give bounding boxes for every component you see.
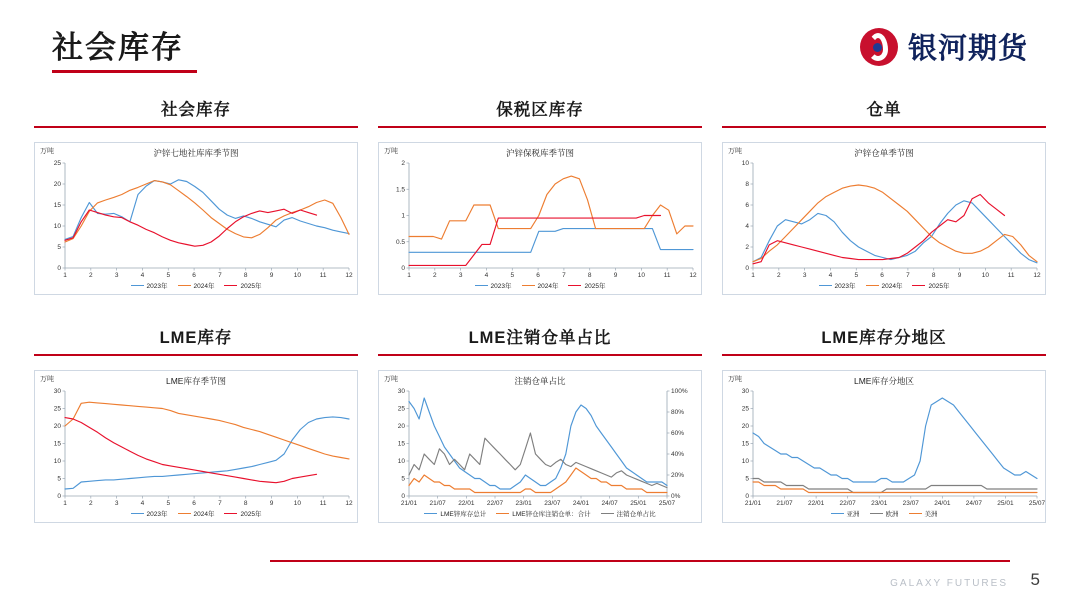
legend-item-2025 [224, 509, 261, 518]
legend-label: LME锌库存总计 [440, 511, 487, 518]
chart-title: 注销仓单占比 [514, 376, 566, 386]
svg-text:21/07: 21/07 [429, 500, 446, 507]
legend-item-2023 [131, 281, 168, 290]
svg-text:0: 0 [57, 265, 61, 273]
footer-brand: GALAXY FUTURES [890, 578, 1008, 589]
svg-text:25: 25 [53, 405, 61, 413]
svg-text:23/01: 23/01 [871, 500, 888, 507]
panel-lme-inventory-by-region [722, 324, 1046, 523]
svg-text:22/07: 22/07 [486, 500, 504, 507]
chart-svg [53, 388, 353, 507]
svg-text:0.5: 0.5 [395, 238, 405, 246]
svg-text:10: 10 [981, 272, 989, 279]
panel-warrants [722, 96, 1046, 295]
legend-label: 2023年 [146, 511, 168, 518]
legend-label: 2024年 [193, 283, 215, 290]
svg-text:20: 20 [397, 423, 405, 431]
y-unit-label: 万吨 [40, 376, 54, 383]
legend-label: 2024年 [193, 511, 215, 518]
svg-text:1.5: 1.5 [395, 186, 405, 194]
svg-text:10: 10 [741, 160, 749, 168]
svg-text:7: 7 [906, 272, 910, 279]
svg-text:15: 15 [53, 202, 61, 210]
svg-text:10: 10 [53, 223, 61, 231]
svg-text:0: 0 [745, 265, 749, 273]
svg-text:4: 4 [140, 272, 145, 279]
legend-item-2023 [475, 281, 512, 290]
svg-text:21/01: 21/01 [400, 500, 418, 507]
svg-text:10: 10 [293, 272, 301, 279]
svg-text:9: 9 [957, 272, 962, 279]
svg-text:4: 4 [484, 272, 489, 279]
svg-text:10: 10 [293, 500, 301, 507]
svg-text:1: 1 [401, 212, 405, 220]
svg-text:5: 5 [854, 272, 859, 279]
svg-text:3: 3 [114, 500, 119, 507]
y-unit-label: 万吨 [728, 376, 742, 383]
footer-divider [270, 560, 1010, 562]
svg-text:20: 20 [53, 423, 61, 431]
svg-text:11: 11 [319, 272, 327, 279]
page-number: 5 [1030, 570, 1040, 589]
legend-item-america [909, 509, 938, 518]
panel-underline [34, 126, 358, 128]
svg-text:100%: 100% [671, 388, 688, 396]
svg-text:11: 11 [319, 500, 327, 507]
svg-text:25: 25 [397, 405, 405, 413]
panel-underline [722, 126, 1046, 128]
svg-text:25: 25 [741, 405, 749, 413]
svg-text:6: 6 [536, 272, 540, 279]
svg-text:12: 12 [345, 500, 353, 507]
svg-text:10: 10 [741, 458, 749, 466]
legend-item-2024 [178, 509, 215, 518]
brand-name: 银河期货 [907, 33, 1028, 65]
plot-area [395, 160, 697, 279]
chart-title: LME库存分地区 [854, 376, 914, 386]
svg-text:8: 8 [587, 272, 592, 279]
legend-label: 美洲 [924, 511, 938, 518]
chart-svg [53, 160, 353, 279]
legend-label: 2024年 [537, 283, 559, 290]
svg-text:21/01: 21/01 [744, 500, 762, 507]
svg-text:2: 2 [401, 160, 405, 168]
y-unit-label: 万吨 [384, 376, 398, 383]
svg-text:5: 5 [166, 500, 171, 507]
panel-underline [378, 126, 702, 128]
svg-text:1: 1 [63, 272, 67, 279]
svg-text:2: 2 [433, 272, 437, 279]
y-unit-label: 万吨 [728, 148, 742, 155]
panel-title: LME注销仓单占比 [468, 329, 612, 347]
svg-text:10: 10 [397, 458, 405, 466]
svg-text:5: 5 [510, 272, 515, 279]
panel-underline [34, 354, 358, 356]
chart-svg [397, 388, 688, 507]
panel-social-inventory [34, 96, 358, 295]
chart-legend [35, 281, 357, 290]
svg-text:4: 4 [828, 272, 833, 279]
svg-text:3: 3 [458, 272, 463, 279]
svg-text:7: 7 [218, 500, 222, 507]
chart-svg [741, 160, 1041, 279]
svg-text:5: 5 [166, 272, 171, 279]
plot-area [53, 388, 353, 507]
chart-title: 沪锌七地社库库季节图 [153, 148, 239, 158]
legend-item-2023 [819, 281, 856, 290]
galaxy-logo-icon [860, 28, 898, 66]
panel-underline [722, 354, 1046, 356]
svg-text:15: 15 [397, 440, 405, 448]
svg-text:15: 15 [741, 440, 749, 448]
svg-text:23/01: 23/01 [515, 500, 532, 507]
legend-item-lme-cancelled [496, 509, 590, 518]
legend-label: LME锌仓库注销仓单：合计 [512, 511, 591, 518]
svg-text:11: 11 [663, 272, 671, 279]
legend-label: 2023年 [146, 283, 168, 290]
svg-text:2: 2 [89, 272, 93, 279]
legend-label: 注销仓单占比 [616, 511, 656, 518]
svg-text:30: 30 [53, 388, 61, 396]
chart-legend [723, 281, 1045, 290]
legend-item-cancelled-ratio [601, 509, 656, 518]
svg-text:5: 5 [57, 475, 61, 483]
chart-legend [379, 509, 701, 518]
legend-label: 2025年 [584, 283, 606, 290]
legend-item-2025 [912, 281, 949, 290]
legend-label: 欧洲 [885, 511, 899, 518]
svg-text:8: 8 [931, 272, 936, 279]
svg-text:0: 0 [745, 493, 749, 501]
svg-text:25: 25 [53, 160, 61, 168]
svg-text:20: 20 [53, 181, 61, 189]
svg-text:2: 2 [777, 272, 781, 279]
chart-svg [741, 388, 1046, 507]
svg-text:6: 6 [192, 500, 196, 507]
panel-title: LME库存 [159, 329, 233, 347]
svg-text:25/07: 25/07 [1028, 500, 1046, 507]
svg-text:12: 12 [1033, 272, 1041, 279]
legend-item-2024 [178, 281, 215, 290]
legend-item-2024 [866, 281, 903, 290]
chart-container [378, 142, 702, 295]
chart-container [378, 370, 702, 523]
svg-text:7: 7 [218, 272, 222, 279]
svg-text:4: 4 [140, 500, 145, 507]
panel-title: 社会库存 [161, 101, 231, 119]
svg-text:11: 11 [1007, 272, 1015, 279]
svg-text:5: 5 [745, 475, 749, 483]
plot-area [53, 160, 353, 279]
chart-container [34, 142, 358, 295]
svg-text:24/01: 24/01 [934, 500, 951, 507]
svg-text:22/01: 22/01 [807, 500, 825, 507]
svg-text:0: 0 [57, 493, 61, 501]
chart-title: LME库存季节图 [166, 376, 226, 386]
chart-legend [35, 509, 357, 518]
plot-area [741, 388, 1046, 507]
panel-lme-inventory [34, 324, 358, 523]
legend-item-2025 [224, 281, 261, 290]
legend-item-asia [831, 509, 860, 518]
svg-text:0: 0 [401, 493, 405, 501]
legend-label: 2025年 [240, 511, 262, 518]
svg-text:23/07: 23/07 [544, 500, 561, 507]
panel-bonded-inventory [378, 96, 702, 295]
page-title: 社会库存 [52, 30, 184, 65]
legend-item-2023 [131, 509, 168, 518]
svg-text:22/01: 22/01 [458, 500, 475, 507]
panel-title: LME库存分地区 [821, 329, 947, 347]
chart-title: 沪锌保税库季节图 [505, 148, 574, 158]
svg-text:1: 1 [751, 272, 755, 279]
svg-text:12: 12 [345, 272, 353, 279]
panel-cancelled-warrant-ratio [378, 324, 702, 523]
svg-text:2: 2 [89, 500, 93, 507]
svg-text:6: 6 [192, 272, 196, 279]
chart-container [34, 370, 358, 523]
legend-label: 2023年 [834, 283, 856, 290]
svg-text:6: 6 [880, 272, 884, 279]
svg-text:3: 3 [114, 272, 119, 279]
legend-item-2024 [522, 281, 559, 290]
svg-text:25/01: 25/01 [997, 500, 1014, 507]
svg-text:0%: 0% [671, 493, 681, 501]
svg-text:5: 5 [57, 244, 61, 252]
svg-text:25/07: 25/07 [658, 500, 676, 507]
svg-text:4: 4 [745, 223, 749, 231]
svg-text:15: 15 [53, 440, 61, 448]
svg-text:6: 6 [745, 202, 749, 210]
svg-text:5: 5 [401, 475, 405, 483]
svg-text:25/01: 25/01 [630, 500, 647, 507]
panel-title: 保税区库存 [496, 101, 584, 119]
plot-area [741, 160, 1041, 279]
chart-title: 沪锌仓单季节图 [854, 148, 914, 158]
svg-text:3: 3 [802, 272, 807, 279]
svg-text:60%: 60% [671, 430, 685, 438]
legend-item-lme-total [424, 509, 486, 518]
svg-text:12: 12 [689, 272, 697, 279]
chart-legend [379, 281, 701, 290]
plot-area [397, 388, 688, 507]
legend-label: 2025年 [240, 283, 262, 290]
svg-text:10: 10 [637, 272, 645, 279]
svg-text:8: 8 [745, 181, 749, 189]
legend-label: 亚洲 [846, 511, 860, 518]
legend-item-europe [870, 509, 899, 518]
svg-text:20: 20 [741, 423, 749, 431]
chart-svg [395, 160, 697, 279]
charts-grid [34, 96, 1046, 546]
chart-container [722, 142, 1046, 295]
svg-text:9: 9 [613, 272, 618, 279]
svg-text:24/07: 24/07 [601, 500, 618, 507]
svg-text:10: 10 [53, 458, 61, 466]
svg-text:20%: 20% [671, 472, 685, 480]
chart-container [722, 370, 1046, 523]
legend-item-2025 [568, 281, 605, 290]
svg-text:80%: 80% [671, 409, 685, 417]
svg-text:9: 9 [269, 500, 274, 507]
svg-text:7: 7 [562, 272, 566, 279]
svg-text:21/07: 21/07 [776, 500, 793, 507]
svg-text:24/01: 24/01 [572, 500, 590, 507]
svg-text:40%: 40% [671, 451, 685, 459]
legend-label: 2023年 [490, 283, 512, 290]
svg-text:9: 9 [269, 272, 274, 279]
svg-text:23/07: 23/07 [902, 500, 919, 507]
legend-label: 2024年 [881, 283, 903, 290]
chart-legend [723, 509, 1045, 518]
svg-text:30: 30 [741, 388, 749, 396]
svg-text:30: 30 [397, 388, 405, 396]
svg-text:1: 1 [407, 272, 411, 279]
svg-text:2: 2 [745, 244, 749, 252]
svg-text:0: 0 [401, 265, 405, 273]
panel-title: 仓单 [866, 101, 902, 119]
svg-text:24/07: 24/07 [965, 500, 983, 507]
title-underline [52, 70, 197, 73]
svg-text:8: 8 [243, 500, 248, 507]
brand-logo [860, 26, 1028, 67]
legend-label: 2025年 [928, 283, 950, 290]
panel-underline [378, 354, 702, 356]
svg-text:22/07: 22/07 [839, 500, 856, 507]
svg-text:8: 8 [243, 272, 248, 279]
y-unit-label: 万吨 [40, 148, 54, 155]
y-unit-label: 万吨 [384, 148, 398, 155]
svg-text:1: 1 [63, 500, 67, 507]
